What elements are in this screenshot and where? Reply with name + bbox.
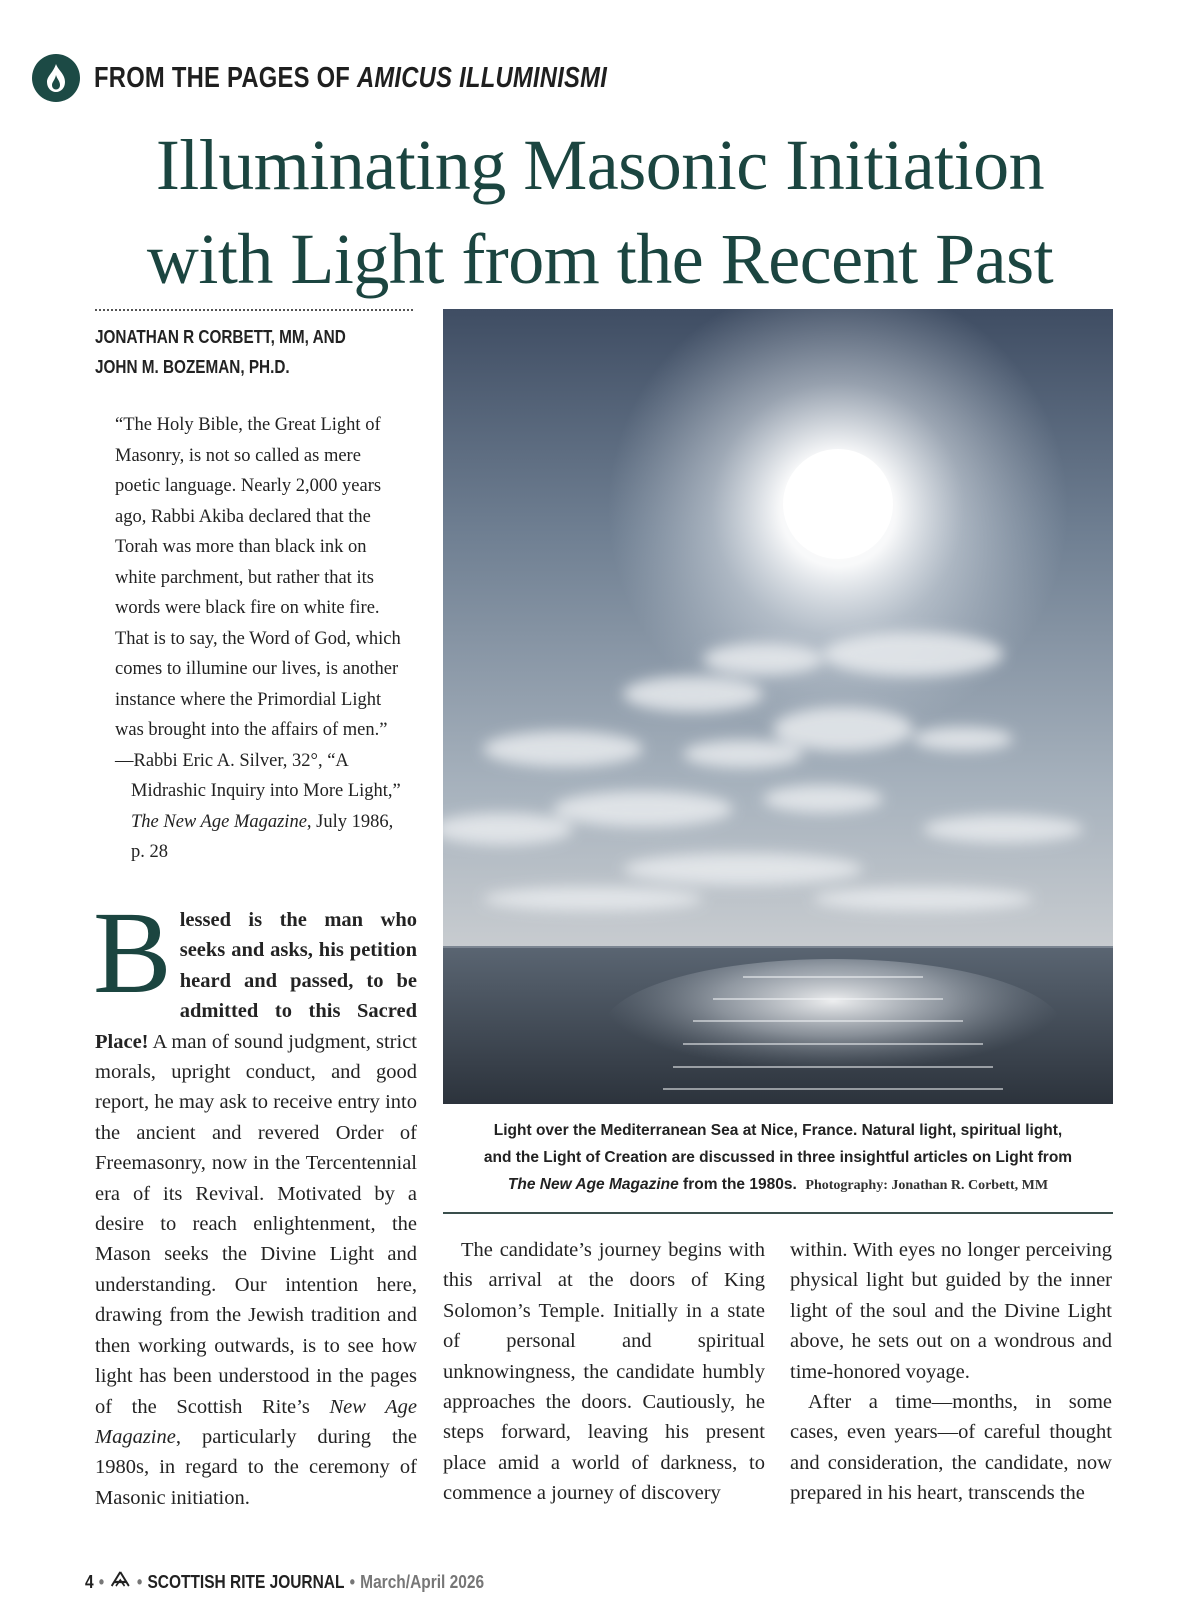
- attribution-suffix: , July 1986, p. 28: [131, 811, 394, 862]
- sea-sun-photo: [443, 309, 1113, 1104]
- lead-italic-text: New Age Magazine: [95, 1395, 417, 1448]
- journal-name: SCOTTISH RITE JOURNAL: [147, 1572, 345, 1592]
- lead-bold-text: lessed is the man who seeks and asks, his petition heard and passed, to be admitted to this Sacred Place!: [95, 909, 417, 1053]
- caption-line-1: Light over the Mediterranean Sea at Nice, France. Natural light, spiritual light,: [493, 1122, 1063, 1139]
- drop-cap: B: [93, 887, 172, 1018]
- attribution-prefix: —Rabbi Eric A. Silver, 32°, “A Midrashic Inquiry into More Light,”: [115, 750, 401, 801]
- lead-text-2: , particularly during the 1980s, in regard to the ceremony of Masonic initiation.: [95, 1425, 417, 1509]
- article-title: [60, 118, 1140, 306]
- kicker-prefix: FROM THE PAGES OF: [94, 61, 351, 94]
- byline-divider: [95, 309, 413, 311]
- flame-icon: [32, 54, 80, 102]
- lead-text-1: A man of sound judgment, strict morals, upright conduct, and good report, he may ask to receive entry into the ancient and revered Order of Freemasonry, now in the Tercentennial era of its Revival. Motivated by a desire to reach enlightenment, the Mason seeks the Divine Light and understanding. Our intention here, drawing from the Jewish tradition and then working outwards, is to see how light has been understood in the pages of the Scottish Rite’s: [95, 1030, 417, 1418]
- caption-italic: The New Age Magazine: [507, 1176, 679, 1193]
- epigraph: [115, 410, 405, 868]
- byline-line-1: JONATHAN R CORBETT, MM, AND: [95, 327, 346, 347]
- kicker-publication: AMICUS ILLUMINISMI: [356, 61, 608, 94]
- body-column-3: [790, 1235, 1112, 1509]
- col3-paragraph-2: After a time—months, in some cases, even years—of careful thought and consideration, the candidate, now prepared in his heart, transcends the: [790, 1391, 1112, 1505]
- col3-paragraph-1: within. With eyes no longer perceiving physical light but guided by the inner light of the soul and the Divine Light above, he sets out on a wondrous and time-honored voyage.: [790, 1239, 1112, 1383]
- title-line-1: Illuminating Masonic Initiation: [155, 125, 1045, 205]
- issue-date: March/April 2026: [360, 1572, 485, 1592]
- byline-line-2: JOHN M. BOZEMAN, PH.D.: [95, 357, 290, 377]
- body-column-2: [443, 1235, 765, 1509]
- caption-line-3: [443, 1171, 1113, 1199]
- caption-line-2: and the Light of Creation are discussed in three insightful articles on Light from: [483, 1149, 1073, 1166]
- epigraph-attribution: [115, 746, 405, 868]
- photo-credit: Photography: Jonathan R. Corbett, MM: [805, 1178, 1049, 1193]
- kicker-text: [94, 62, 607, 95]
- byline: [95, 322, 346, 382]
- page-footer: 4 • • SCOTTISH RITE JOURNAL • March/April 2026: [85, 1572, 485, 1592]
- lead-paragraph: [93, 887, 417, 1513]
- page-number: 4: [85, 1572, 94, 1592]
- double-eagle-emblem-icon: [109, 1571, 131, 1594]
- epigraph-quote: “The Holy Bible, the Great Light of Masonry, is not so called as mere poetic language. Nearly 2,000 years ago, Rabbi Akiba declared that the Torah was more than black ink on white parchment, but rather that its words were black fire on white fire. That is to say, the Word of God, which comes to illumine our lives, is another instance where the Primordial Light was brought into the affairs of men.”: [115, 415, 401, 740]
- col2-paragraph-1: The candidate’s journey begins with this arrival at the doors of King Solomon’s Temple. Initially in a state of personal and spiritual unknowingness, the candidate humbly approaches the doors. Cautiously, he steps forward, leaving his present place amid a world of darkness, to commence a journey of discovery: [443, 1239, 765, 1505]
- section-kicker: [32, 53, 720, 103]
- caption-divider: [443, 1212, 1113, 1214]
- title-line-2: with Light from the Recent Past: [146, 219, 1054, 299]
- attribution-publication: The New Age Magazine: [131, 811, 307, 832]
- caption-line-3-suffix: from the 1980s.: [678, 1176, 797, 1193]
- photo-caption: [443, 1117, 1113, 1199]
